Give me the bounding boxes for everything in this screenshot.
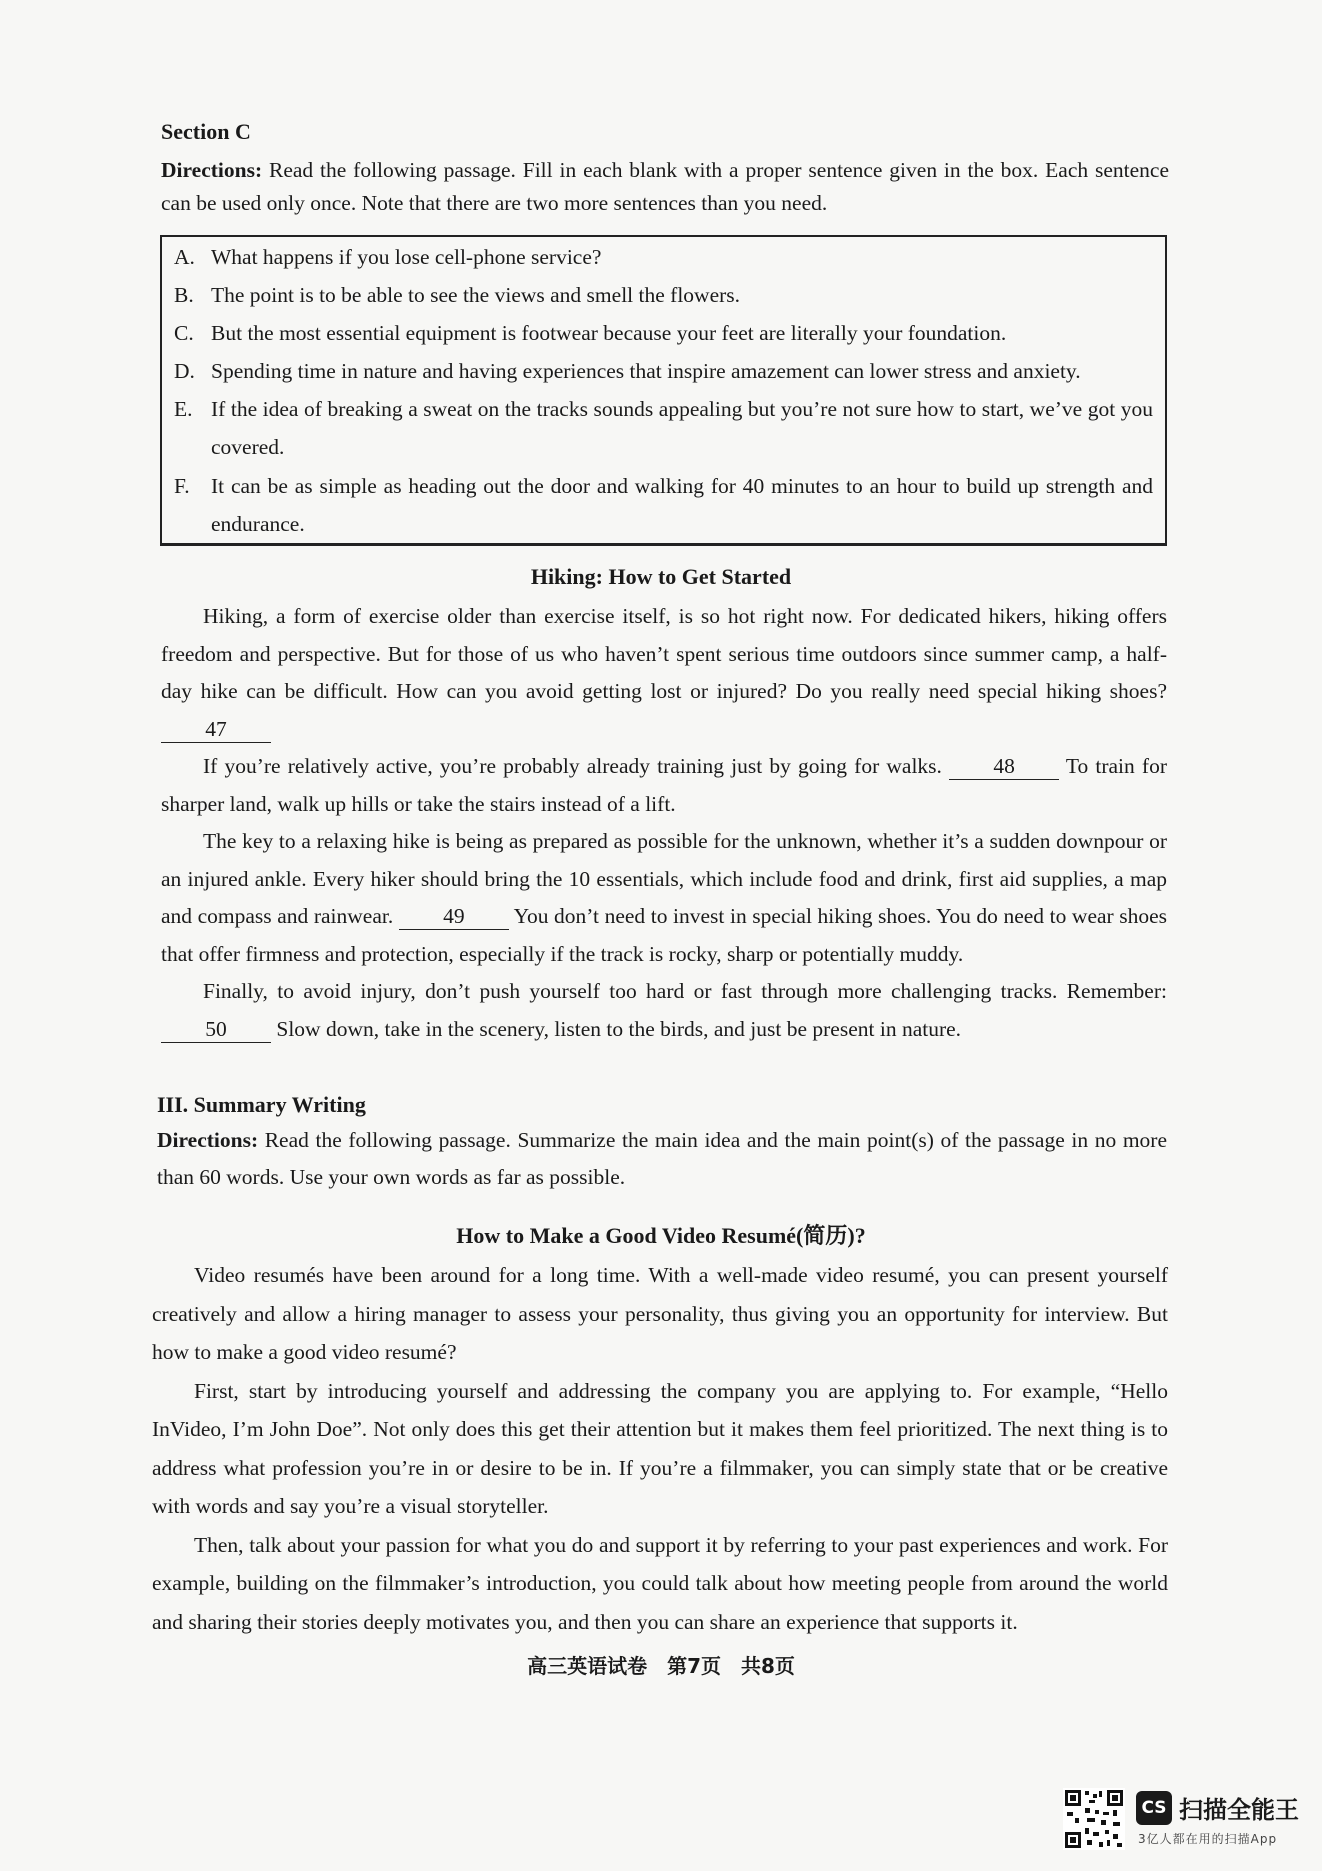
resume-title: How to Make a Good Video Resumé(简历)? bbox=[456, 1223, 866, 1248]
option-text: Spending time in nature and having experiences that inspire amazement can lower stress and anxiety. bbox=[211, 359, 1081, 383]
directions-label: Directions: bbox=[161, 158, 263, 182]
section-c-title: Section C bbox=[161, 119, 251, 144]
app-tagline: 3亿人都在用的扫描App bbox=[1138, 1832, 1278, 1846]
blank-47: 47 bbox=[161, 716, 271, 743]
paragraph-text: If you’re relatively active, you’re probably already training just by going for walks. bbox=[203, 754, 942, 778]
blank-50: 50 bbox=[161, 1016, 271, 1043]
option-letter: D. bbox=[174, 359, 195, 383]
option-letter: E. bbox=[174, 397, 193, 421]
option-text: But the most essential equipment is footwear because your feet are literally your foundation. bbox=[211, 321, 1007, 345]
app-name: 扫描全能王 bbox=[1179, 1796, 1299, 1824]
paragraph-text: The key to a relaxing hike is being as prepared as possible for the unknown, whether it’s a sudden downpour or an injured ankle. Every hiker should bring the 10 essentials, which include food and drink, first aid supplies, a map and compass and rainwear. bbox=[161, 829, 1167, 928]
paragraph: Video resumés have been around for a long time. With a well-made video resumé, you can present yourself creatively and allow a hiring manager to assess your personality, thus giving you an opportunity for interview. But how to make a good video resumé? bbox=[152, 1263, 1168, 1364]
camscanner-logo: CS bbox=[1136, 1791, 1172, 1825]
resume-passage bbox=[152, 1256, 1168, 1641]
qr-code-icon bbox=[1063, 1788, 1125, 1850]
paragraph bbox=[161, 598, 1167, 748]
option-letter: F. bbox=[174, 474, 190, 498]
paragraph bbox=[161, 748, 1167, 823]
option-letter: A. bbox=[174, 245, 195, 269]
directions-label: Directions: bbox=[157, 1128, 259, 1152]
directions-text: Read the following passage. Summarize the main idea and the main point(s) of the passage in no more than 60 words. Use your own words as far as possible. bbox=[157, 1128, 1167, 1189]
option-letter: C. bbox=[174, 321, 194, 345]
paragraph-text: Finally, to avoid injury, don’t push yourself too hard or fast through more challenging tracks. Remember: bbox=[203, 979, 1167, 1003]
paragraph-text: To train for sharper land, walk up hills or take the stairs instead of a lift. bbox=[161, 754, 1167, 816]
paragraph: First, start by introducing yourself and addressing the company you are applying to. For example, “Hello InVideo, I’m John Doe”. Not only does this get their attention but it makes them feel prioritized. The next thing is to address what profession you’re in or desire to be in. If you’re a filmmaker, you can simply state that or be creative with words and say you’re a visual storyteller. bbox=[152, 1378, 1168, 1518]
option-text: The point is to be able to see the views and smell the flowers. bbox=[211, 283, 741, 307]
blank-48: 48 bbox=[949, 753, 1059, 780]
option-text: It can be as simple as heading out the door and walking for 40 minutes to an hour to build up strength and endurance. bbox=[211, 474, 1153, 536]
paragraph: Then, talk about your passion for what you do and support it by referring to your past experiences and work. For example, building on the filmmaker’s introduction, you could talk about how meeting people from around the world and sharing their stories deeply motivates you, and then you can share an experience that supports it. bbox=[152, 1532, 1168, 1634]
paragraph-text: Hiking, a form of exercise older than exercise itself, is so hot right now. For dedicated hikers, hiking offers freedom and perspective. But for those of us who haven’t spent serious time outdoors since summer camp, a half-day hike can be difficult. How can you avoid getting lost or injured? Do you really need special hiking shoes? bbox=[161, 604, 1167, 703]
summary-directions bbox=[157, 1122, 1167, 1196]
directions-text: Read the following passage. Fill in each blank with a proper sentence given in the box. Each sentence can be used only once. Note that there are two more sentences than you need. bbox=[161, 158, 1169, 215]
paragraph-text: You don’t need to invest in special hiking shoes. You do need to wear shoes that offer firmness and protection, especially if the track is rocky, sharp or potentially muddy. bbox=[161, 904, 1168, 966]
passage-title: Hiking: How to Get Started bbox=[530, 564, 792, 589]
paragraph bbox=[161, 973, 1167, 1048]
option-text: If the idea of breaking a sweat on the tracks sounds appealing but you’re not sure how to start, we’ve got you covered. bbox=[211, 397, 1153, 459]
summary-title: III. Summary Writing bbox=[157, 1092, 366, 1117]
option-letter: B. bbox=[174, 283, 194, 307]
paragraph-text: Slow down, take in the scenery, listen to the birds, and just be present in nature. bbox=[276, 1016, 962, 1041]
paragraph bbox=[161, 823, 1167, 973]
option-text: What happens if you lose cell-phone service? bbox=[211, 245, 602, 269]
blank-49: 49 bbox=[399, 903, 509, 930]
hiking-passage bbox=[161, 598, 1167, 1048]
section-c-directions bbox=[161, 154, 1169, 220]
page-footer: 高三英语试卷 第7页 共8页 bbox=[527, 1654, 795, 1678]
options-box bbox=[160, 235, 1167, 546]
